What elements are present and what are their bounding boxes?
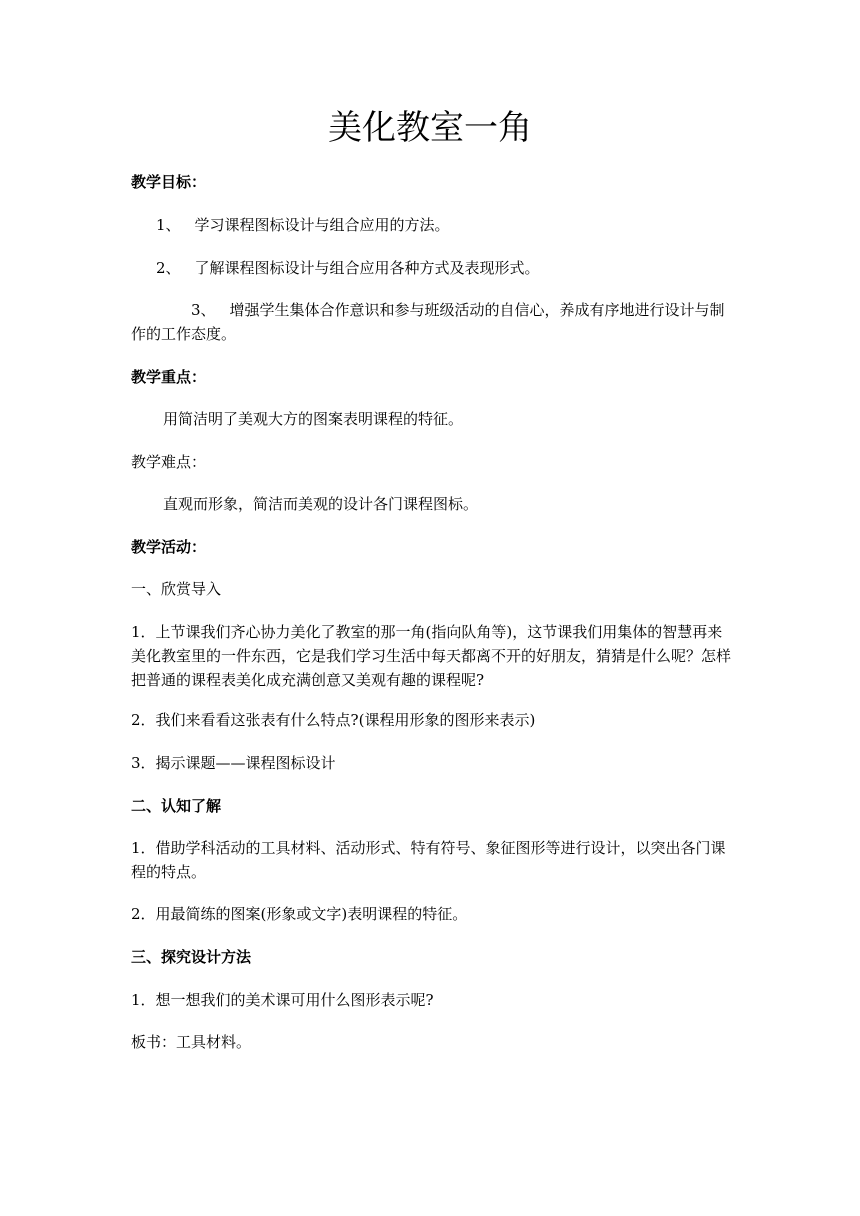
- objectives-heading: 教学目标：: [131, 173, 207, 191]
- section-3-heading: 三、探究设计方法: [131, 948, 252, 966]
- objective-item-2: [156, 256, 716, 280]
- board-note: 板书：工具材料。: [131, 1033, 252, 1051]
- section-2-heading: 二、认知了解: [131, 797, 222, 815]
- section-2-item-2: 2．用最简练的图案(形象或文字)表明课程的特征。: [131, 905, 468, 923]
- objective-item-3: [131, 298, 731, 346]
- section-1-item-3: 3．揭示课题——课程图标设计: [131, 754, 336, 772]
- objective-text: 学习课程图标设计与组合应用的方法。: [194, 216, 450, 234]
- difficulty-text: 直观而形象，简洁而美观的设计各门课程图标。: [163, 495, 479, 513]
- objective-item-1: [156, 213, 716, 237]
- section-2-item-1: 1．借助学科活动的工具材料、活动形式、特有符号、象征图形等进行设计，以突出各门课程的特点。: [131, 839, 726, 881]
- activities-heading: 教学活动：: [131, 538, 207, 556]
- difficulty-heading: 教学难点：: [131, 453, 207, 471]
- objective-number: 2、: [156, 259, 181, 277]
- section-1-item-2: 2．我们来看看这张表有什么特点?(课程用形象的图形来表示): [131, 711, 536, 729]
- key-point-text: 用简洁明了美观大方的图案表明课程的特征。: [163, 410, 464, 428]
- objective-number: 1、: [156, 216, 181, 234]
- section-1-item-1: 1．上节课我们齐心协力美化了教室的那一角(指向队角等)，这节课我们用集体的智慧再来美化教室里的一件东西，它是我们学习生活中每天都离不开的好朋友，猜猜是什么呢？怎样把普通的课程表美化成充满创意又美观有趣的课程呢?: [131, 623, 732, 689]
- objective-number: 3、: [191, 301, 216, 319]
- section-1-heading: 一、欣赏导入: [131, 580, 222, 598]
- document-title: 美化教室一角: [328, 108, 532, 148]
- section-3-item-1: 1．想一想我们的美术课可用什么图形表示呢?: [131, 991, 434, 1009]
- objective-text: 增强学生集体合作意识和参与班级活动的自信心，养成有序地进行设计与制作的工作态度。: [131, 301, 725, 343]
- key-point-heading: 教学重点：: [131, 368, 207, 386]
- objective-text: 了解课程图标设计与组合应用各种方式及表现形式。: [194, 259, 540, 277]
